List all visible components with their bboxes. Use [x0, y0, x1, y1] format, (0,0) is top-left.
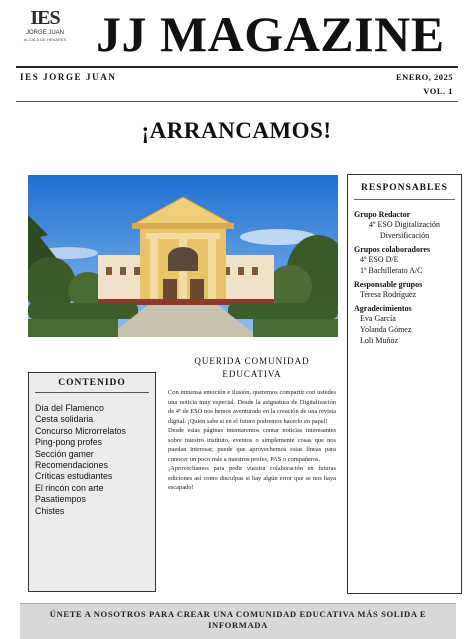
- contenido-title: CONTENIDO: [58, 378, 126, 388]
- logo-name: JORGE JUAN: [25, 30, 64, 36]
- contenido-list: [35, 403, 149, 517]
- grupo-redactor-item: 4º ESO Digitalización: [369, 220, 440, 229]
- colaborador-item: 4º ESO D/E: [360, 255, 399, 264]
- article-paragraph: ¡Aprovechamos para pedir vuestra colaboración en futuras ediciones así como disculpas si hay algún error que se nos haya escapado!: [168, 465, 336, 491]
- contenido-item: Día del Flamenco: [35, 403, 104, 413]
- logo-subtitle: ALCALÁ DE HENARES: [23, 37, 67, 42]
- school-building-photo: [28, 175, 338, 337]
- issue-volume: VOL. 1: [423, 86, 453, 96]
- contenido-item: Concurso Microrrelatos: [35, 425, 126, 436]
- responsable-label: Responsable grupos: [354, 280, 423, 289]
- responsables-divider: [354, 199, 455, 200]
- editorial-article: [168, 355, 336, 493]
- magazine-title: JJ MAGAZINE: [96, 6, 445, 62]
- colaboradores-label: Grupos colaboradores: [354, 245, 431, 254]
- contenido-item: El rincón con arte: [35, 482, 104, 493]
- contenido-item: Críticas estudiantes: [35, 471, 113, 482]
- school-name: IES JORGE JUAN: [20, 72, 117, 82]
- issue-date: ENERO, 2025: [396, 72, 453, 82]
- responsables-box: [347, 174, 462, 594]
- contenido-box: [28, 372, 156, 592]
- agradecimiento-item: Loli Muñoz: [360, 336, 398, 345]
- article-body: [168, 388, 336, 493]
- article-paragraph: Con inmensa emoción e ilusión, queremos compartir con ustedes una noticia muy especial. Desde la asignatura de Digitalización de 4º de ESO nos hemos aventurado en la creación de una revista digital. ¡Quién sabe si en el futuro podremos hacerlo en papel!: [168, 389, 336, 425]
- agradecimiento-item: Eva García: [360, 314, 396, 323]
- grupo-redactor-item: Diversificación: [379, 231, 430, 240]
- agradecimientos-label: Agradecimientos: [354, 304, 412, 313]
- grupo-redactor-label: Grupo Redactor: [354, 210, 411, 219]
- article-paragraph: Desde estas páginas intentaremos contar noticias interesantes sobre nuestro instituto, eventos o simplemente cosas que nos puedan interesar, puede que aprovechemos estas líneas para conocer un poco más a nuestros profes, PAS o compañeros.: [168, 427, 336, 463]
- contenido-item: Pasatiempos: [35, 494, 86, 505]
- contenido-item: Cesta solidaria: [35, 414, 94, 425]
- responsables-title: RESPONSABLES: [361, 183, 448, 193]
- article-title: QUERIDA COMUNIDAD EDUCATIVA: [194, 356, 310, 379]
- masthead-divider-top: [16, 66, 458, 68]
- contenido-item: Chistes: [35, 505, 65, 516]
- agradecimiento-item: Yolanda Gómez: [360, 325, 412, 334]
- responsable-name: Teresa Rodríguez: [360, 290, 417, 299]
- headline: ¡ARRANCAMOS!: [141, 118, 332, 143]
- contenido-item: Ping-pong profes: [35, 437, 102, 448]
- footer-banner: ÚNETE A NOSOTROS PARA CREAR UNA COMUNIDAD EDUCATIVA MÁS SOLIDA E INFORMADA: [20, 603, 456, 639]
- logo-mark: IES: [30, 7, 60, 29]
- contenido-divider: [35, 392, 149, 393]
- colaborador-item: 1º Bachillerato A/C: [360, 266, 423, 275]
- contenido-item: Recomendaciones: [35, 460, 108, 471]
- school-logo: [16, 8, 74, 58]
- contenido-item: Sección gamer: [35, 448, 94, 459]
- masthead-divider-bottom: [16, 101, 458, 102]
